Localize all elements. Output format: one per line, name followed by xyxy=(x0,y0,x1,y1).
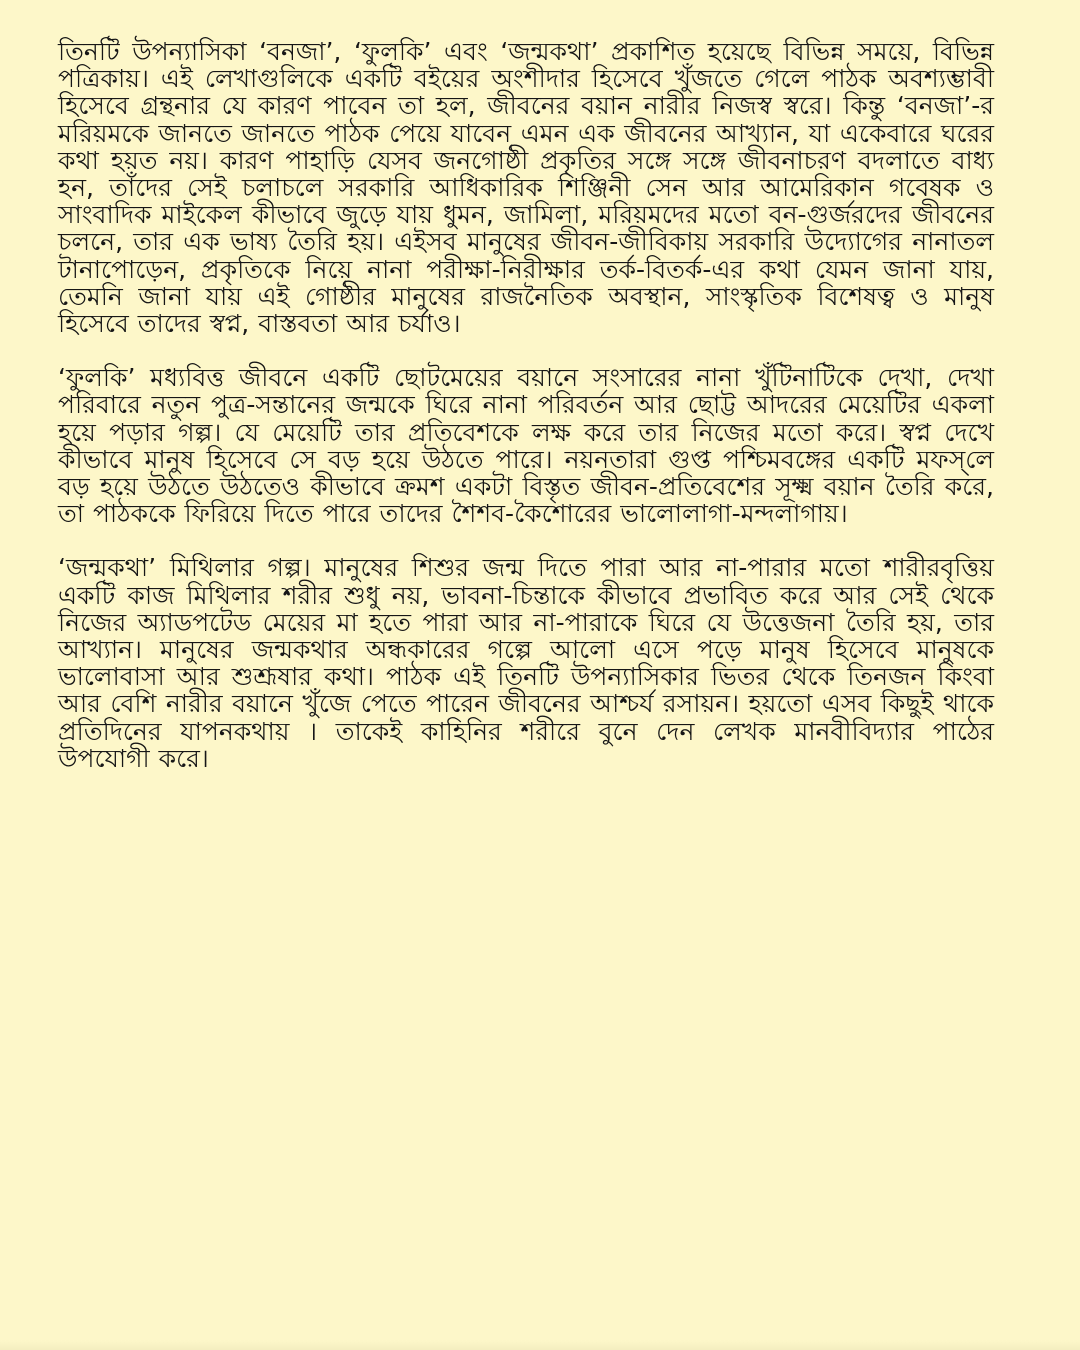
page-bottom-edge xyxy=(0,1340,1080,1350)
paragraph-banaja: তিনটি উপন্যাসিকা ‘বনজা’, ‘ফুলকি’ এবং ‘জন্মকথা’ প্রকাশিত হয়েছে বিভিন্ন সময়ে, বিভিন্ন পত্রিকায়। এই লেখাগুলিকে একটি বইয়ের অংশীদার হিসেবে খুঁজতে গেলে পাঠক অবশ্যম্ভাবী হিসেবে গ্রন্থনার যে কারণ পাবেন তা হল, জীবনের বয়ান নারীর নিজস্ব স্বরে। কিন্তু ‘বনজা’-র মরিয়মকে জানতে জানতে পাঠক পেয়ে যাবেন এমন এক জীবনের আখ্যান, যা একেবারে ঘরের কথা হয়ত নয়। কারণ পাহাড়ি যেসব জনগোষ্ঠী প্রকৃতির সঙ্গে সঙ্গে জীবনাচরণ বদলাতে বাধ্য হন, তাঁদের সেই চলাচলে সরকারি আধিকারিক শিঞ্জিনী সেন আর আমেরিকান গবেষক ও সাংবাদিক মাইকেল কীভাবে জুড়ে যায় ধুমন, জামিলা, মরিয়মদের মতো বন-গুর্জরদের জীবনের চলনে, তার এক ভাষ্য তৈরি হয়। এইসব মানুষের জীবন-জীবিকায় সরকারি উদ্যোগের নানাতল টানাপোড়েন, প্রকৃতিকে নিয়ে নানা পরীক্ষা-নিরীক্ষার তর্ক-বিতর্ক-এর কথা যেমন জানা যায়, তেমনি জানা যায় এই গোষ্ঠীর মানুষের রাজনৈতিক অবস্থান, সাংস্কৃতিক বিশেষত্ব ও মানুষ হিসেবে তাদের স্বপ্ন, বাস্তবতা আর চর্যাও। xyxy=(58,37,994,339)
body-text xyxy=(58,38,994,772)
paragraph-phulki: ‘ফুলকি’ মধ্যবিত্ত জীবনে একটি ছোটমেয়ের বয়ানে সংসারের নানা খুঁটিনাটিকে দেখা, দেখা পরিবারে নতুন পুত্র-সন্তানের জন্মকে ঘিরে নানা পরিবর্তন আর ছোট্ট আদরের মেয়েটির একলা হয়ে পড়ার গল্প। যে মেয়েটি তার প্রতিবেশকে লক্ষ করে তার নিজের মতো করে। স্বপ্ন দেখে কীভাবে মানুষ হিসেবে সে বড় হয়ে উঠতে পারে। নয়নতারা গুপ্ত পশ্চিমবঙ্গের একটি মফস্‌লে বড় হয়ে উঠতে উঠতেও কীভাবে ক্রমশ একটা বিস্তৃত জীবন-প্রতিবেশের সূক্ষ্ম বয়ান তৈরি করে, তা পাঠককে ফিরিয়ে দিতে পারে তাদের শৈশব-কৈশোরের ভালোলাগা-মন্দলাগায়। xyxy=(58,363,994,529)
paragraph-janmakatha: ‘জন্মকথা’ মিথিলার গল্প। মানুষের শিশুর জন্ম দিতে পারা আর না-পারার মতো শারীরবৃত্তিয় একটি কাজ মিথিলার শরীর শুধু নয়, ভাবনা-চিন্তাকে কীভাবে প্রভাবিত করে আর সেই থেকে নিজের অ্যাডপটেড মেয়ের মা হতে পারা আর না-পারাকে ঘিরে যে উত্তেজনা তৈরি হয়, তার আখ্যান। মানুষের জন্মকথার অন্ধকারের গল্পে আলো এসে পড়ে মানুষ হিসেবে মানুষকে ভালোবাসা আর শুশ্রূষার কথা। পাঠক এই তিনটি উপন্যাসিকার ভিতর থেকে তিনজন কিংবা আর বেশি নারীর বয়ানে খুঁজে পেতে পারেন জীবনের আশ্চর্য রসায়ন। হয়তো এসব কিছুই থাকে প্রতিদিনের যাপনকথায় । তাকেই কাহিনির শরীরে বুনে দেন লেখক মানবীবিদ্যার পাঠের উপযোগী করে। xyxy=(58,553,994,773)
